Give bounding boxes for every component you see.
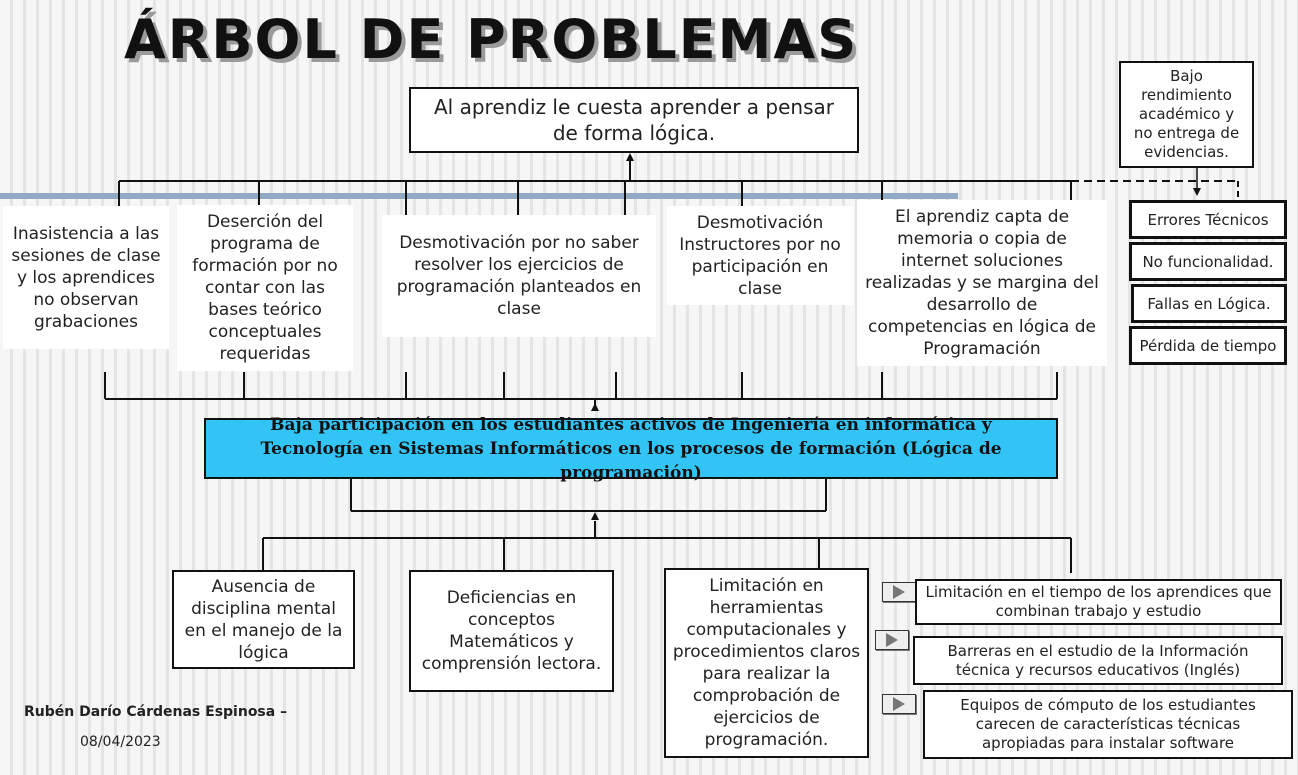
effect-box-3: Desmotivación por no saber resolver los ejercicios de programación planteados en clase xyxy=(382,215,656,337)
top-effect-box: Al aprendiz le cuesta aprender a pensar de forma lógica. xyxy=(409,87,859,153)
side-cause-2: Barreras en el estudio de la Información técnica y recursos educativos (Inglés) xyxy=(913,636,1283,685)
effect-box-2: Deserción del programa de formación por no contar con las bases teórico conceptuales requeridas xyxy=(177,205,353,371)
core-problem-box: Baja participación en los estudiantes activos de Ingeniería en informática y Tecnología en Sistemas Informáticos en los procesos de formación (Lógica de programación) xyxy=(204,418,1058,479)
side-cause-1: Limitación en el tiempo de los aprendices que combinan trabajo y estudio xyxy=(915,579,1282,625)
side-effect-2: No funcionalidad. xyxy=(1129,242,1287,281)
cause-box-2: Deficiencias en conceptos Matemáticos y comprensión lectora. xyxy=(409,570,614,692)
play-icon xyxy=(882,694,916,714)
date-label: 08/04/2023 xyxy=(80,734,161,750)
side-effect-4: Pérdida de tiempo xyxy=(1129,326,1287,365)
effect-box-5: El aprendiz capta de memoria o copia de internet soluciones realizadas y se margina del desarrollo de competencias en lógica de Programación xyxy=(857,200,1107,366)
effect-box-4: Desmotivación Instructores por no participación en clase xyxy=(667,206,853,305)
corner-effect-box: Bajo rendimiento académico y no entrega de evidencias. xyxy=(1119,61,1254,168)
author-name: Rubén Darío Cárdenas Espinosa – xyxy=(24,704,288,720)
page-title: ÁRBOL DE PROBLEMAS xyxy=(124,8,859,71)
side-effect-1: Errores Técnicos xyxy=(1129,200,1287,239)
effect-box-1: Inasistencia a las sesiones de clase y los aprendices no observan grabaciones xyxy=(3,206,169,349)
play-icon xyxy=(882,582,916,602)
side-cause-3: Equipos de cómputo de los estudiantes carecen de características técnicas apropiadas para instalar software xyxy=(923,690,1293,759)
side-effect-3: Fallas en Lógica. xyxy=(1131,284,1287,323)
cause-box-1: Ausencia de disciplina mental en el manejo de la lógica xyxy=(172,570,355,669)
cause-box-3: Limitación en herramientas computacionales y procedimientos claros para realizar la comprobación de ejercicios de programación. xyxy=(664,568,869,758)
play-icon xyxy=(875,630,909,650)
